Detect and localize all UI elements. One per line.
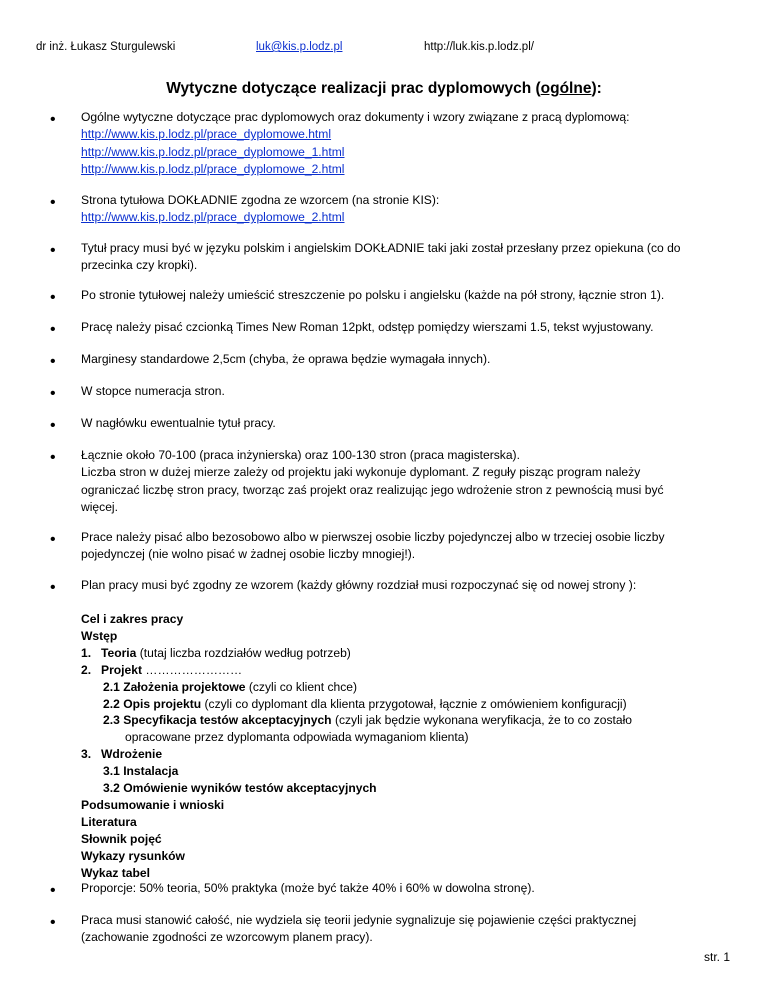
plan-chapter-3: 3. Wdrożenie bbox=[81, 747, 163, 762]
plan-podsumowanie: Podsumowanie i wnioski bbox=[81, 797, 225, 812]
bullet-icon: • bbox=[50, 242, 56, 259]
plan-section-2-3: 2.3 Specyfikacja testów akceptacyjnych (czyli jak będzie wykonana weryfikacja, że to co zostało bbox=[103, 713, 633, 728]
plan-wykazy-rysunkow: Wykazy rysunków bbox=[81, 848, 185, 863]
list-item: Tytuł pracy musi być w języku polskim i angielskim DOKŁADNIE taki jaki został przesłany przez opiekuna (co do przecinka czy kropki). bbox=[81, 241, 681, 273]
list-item: Strona tytułowa DOKŁADNIE zgodna ze wzorcem (na stronie KIS): http://www.kis.p.lodz.pl/prace_dyplomowe_2.html bbox=[81, 192, 721, 227]
bullet-icon: • bbox=[50, 111, 56, 128]
bullet-icon: • bbox=[50, 385, 56, 402]
bullet-icon: • bbox=[50, 194, 56, 211]
list-item: Po stronie tytułowej należy umieścić streszczenie po polsku i angielsku (każde na pół strony, łącznie stron 1). bbox=[81, 288, 665, 302]
bullet-icon: • bbox=[50, 321, 56, 338]
bullet-icon: • bbox=[50, 417, 56, 434]
plan-section-3-1: 3.1 Instalacja bbox=[103, 764, 179, 779]
list-item: Marginesy standardowe 2,5cm (chyba, że oprawa będzie wymagała innych). bbox=[81, 352, 491, 366]
plan-cel: Cel i zakres pracy bbox=[81, 612, 184, 626]
plan-section-2-1: 2.1 Założenia projektowe (czyli co klient chce) bbox=[103, 679, 358, 694]
title-underlined-word: ogólne bbox=[540, 80, 592, 97]
bullet-icon: • bbox=[50, 579, 56, 596]
bullet-icon: • bbox=[50, 914, 56, 931]
plan-chapter-1: 1. Teoria (tutaj liczba rozdziałów według potrzeb) bbox=[81, 645, 351, 660]
link-prace-dyplomowe-2[interactable]: http://www.kis.p.lodz.pl/prace_dyplomowe_2.html bbox=[81, 162, 345, 177]
bullet-icon: • bbox=[50, 882, 56, 899]
list-item: Łącznie około 70-100 (praca inżynierska) oraz 100-130 stron (praca magisterska). Liczba stron w dużej mierze zależy od projektu jaki wykonuje dyplomant. Z reguły pisząc program należy ograniczać liczbę stron pracy, tworząc zaś projekt oraz realizując jego wdrożenie stron z pewnością musi być więcej. bbox=[81, 448, 664, 515]
page-number: str. 1 bbox=[703, 950, 730, 964]
author-name: dr inż. Łukasz Sturgulewski bbox=[36, 41, 176, 53]
page-title: Wytyczne dotyczące realizacji prac dyplomowych (ogólne): bbox=[166, 80, 602, 97]
link-prace-dyplomowe-1[interactable]: http://www.kis.p.lodz.pl/prace_dyplomowe_1.html bbox=[81, 144, 345, 159]
plan-slownik: Słownik pojęć bbox=[81, 831, 162, 846]
plan-section-3-2: 3.2 Omówienie wyników testów akceptacyjnych bbox=[103, 781, 377, 796]
author-email-link[interactable]: luk@kis.p.lodz.pl bbox=[256, 41, 343, 53]
plan-wstep: Wstęp bbox=[81, 628, 118, 643]
bullet-icon: • bbox=[50, 449, 56, 466]
list-item: Plan pracy musi być zgodny ze wzorem (każdy główny rozdział musi rozpoczynać się od nowej strony ): bbox=[81, 578, 637, 592]
plan-chapter-2: 2. Projekt …………………… bbox=[81, 662, 243, 677]
list-item: Ogólne wytyczne dotyczące prac dyplomowych oraz dokumenty i wzory związane z pracą dyplomową: http://www.kis.p.lodz.pl/prace_dyplomowe.html http://www.kis.p.lodz.pl/prace_dyplomowe_1.html http://www.kis.p.lodz.pl/prace_dyplomowe_2.html bbox=[81, 109, 721, 179]
bullet-icon: • bbox=[50, 353, 56, 370]
plan-literatura: Literatura bbox=[81, 814, 137, 829]
list-item: W nagłówku ewentualnie tytuł pracy. bbox=[81, 416, 276, 430]
plan-section-2-2: 2.2 Opis projektu (czyli co dyplomant dla klienta przygotował, łącznie z omówieniem konfiguracji) bbox=[103, 696, 627, 711]
plan-wykaz-tabel: Wykaz tabel bbox=[81, 865, 151, 880]
list-item: Prace należy pisać albo bezosobowo albo w pierwszej osobie liczby pojedynczej albo w trzeciej osobie liczby pojedynczej (nie wolno pisać w żadnej osobie liczby mnogiej!). bbox=[81, 530, 665, 562]
link-prace-dyplomowe[interactable]: http://www.kis.p.lodz.pl/prace_dyplomowe.html bbox=[81, 127, 332, 142]
list-item: Praca musi stanowić całość, nie wydziela się teorii jedynie sygnalizuje się pojawienie części praktycznej (zachowanie zgodności ze wzorcowym planem pracy). bbox=[81, 913, 637, 945]
list-item: Proporcje: 50% teoria, 50% praktyka (może być także 40% i 60% w dowolna stronę). bbox=[81, 881, 535, 895]
bullet-icon: • bbox=[50, 289, 56, 306]
thesis-plan-outline bbox=[81, 611, 632, 882]
bullet-icon: • bbox=[50, 531, 56, 548]
plan-section-2-3-continued: opracowane przez dyplomanta odpowiada wymaganiom klienta) bbox=[125, 730, 469, 745]
list-item: Pracę należy pisać czcionką Times New Roman 12pkt, odstęp pomiędzy wierszami 1.5, tekst wyjustowany. bbox=[81, 320, 654, 334]
list-item: W stopce numeracja stron. bbox=[81, 384, 225, 398]
author-website: http://luk.kis.p.lodz.pl/ bbox=[424, 41, 534, 53]
link-title-page-template[interactable]: http://www.kis.p.lodz.pl/prace_dyplomowe_2.html bbox=[81, 210, 345, 225]
